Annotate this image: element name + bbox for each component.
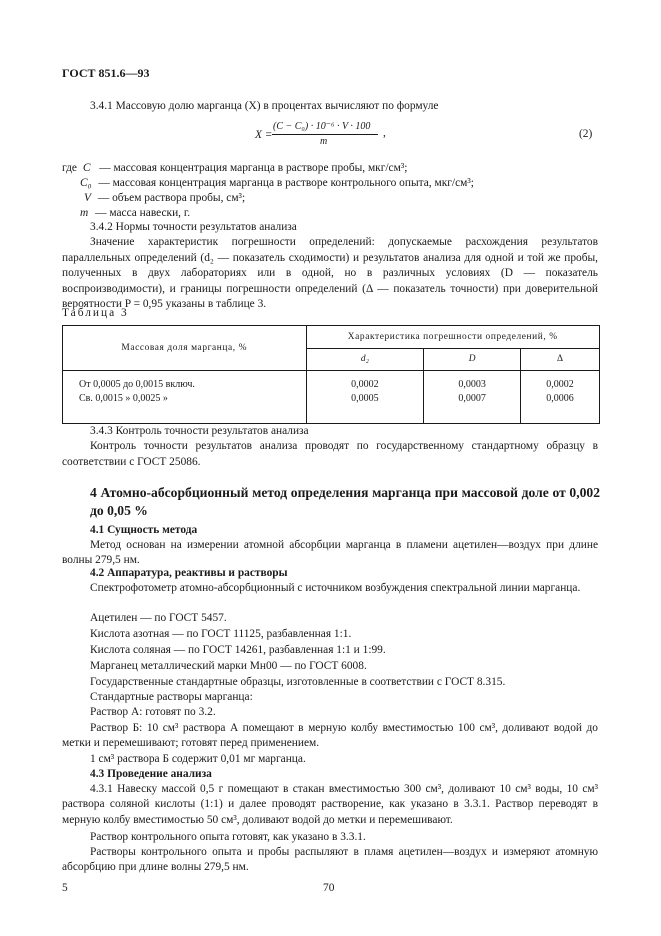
clause-4-3-title: 4.3 Проведение анализа <box>90 768 212 780</box>
clause-3-4-2-body: Значение характеристик погрешности определений: допускаемые расхождения результатов параллельных определений (d₂ — показатель сходимости) и результатов анализа для одной и той же пробы, полученных в двух лабораториях или в одной, но в различных условиях (D — показатель воспроизводимости), и границы погрешности определений (Δ — показатель точности) при доверительной вероятности P = 0,95 указаны в таблице 3. <box>62 236 598 311</box>
clause-4-3-control-text: Раствор контрольного опыта готовят, как указано в 3.3.1. <box>90 831 366 843</box>
table-value: 0,0006 <box>546 393 574 404</box>
table-value: 0,0002 <box>546 379 574 390</box>
clause-4-2-title: 4.2 Аппаратура, реактивы и растворы <box>90 567 288 579</box>
clause-4-3-spray-text: Растворы контрольного опыта и пробы распыляют в пламя ацетилен—воздух и измеряют атомную абсорбцию при длине волны 279,5 нм. <box>62 846 598 874</box>
clause-3-4-2-title: 3.4.2 Нормы точности результатов анализа <box>90 221 297 233</box>
table-cell-ranges <box>63 371 307 424</box>
reagent-item: Ацетилен — по ГОСТ 5457. <box>90 612 227 624</box>
solution-b-text: Раствор Б: 10 см³ раствора А помещают в мерную колбу вместимостью 100 см³, доливают водой до метки и перемешивают; готовят перед применением. <box>62 722 598 750</box>
definition-prefix: где <box>62 162 77 174</box>
formula-number: (2) <box>579 128 593 140</box>
definition-symbol: m <box>80 207 89 219</box>
reagent-item: Стандартные растворы марганца: <box>90 691 253 703</box>
table-value: 0,0002 <box>351 379 379 390</box>
table-subheader-delta: Δ <box>521 349 600 371</box>
definition-text: — массовая концентрация марганца в растворе пробы, мкг/см³; <box>99 162 408 174</box>
reagent-item: Марганец металлический марки Мн00 — по ГОСТ 6008. <box>90 660 367 672</box>
reagent-item: Кислота азотная — по ГОСТ 11125, разбавленная 1:1. <box>90 628 352 640</box>
definition-text: — объем раствора пробы, см³; <box>97 192 246 204</box>
solution-b-note: 1 см³ раствора Б содержит 0,01 мг марганца. <box>90 753 306 765</box>
clause-3-4-1-text: 3.4.1 Массовую долю марганца (X) в процентах вычисляют по формуле <box>90 100 439 112</box>
table-col-header-range: Массовая доля марганца, % <box>63 326 307 371</box>
page-number: 70 <box>323 882 335 894</box>
table-cell-D <box>424 371 521 424</box>
table-group-header: Характеристика погрешности определений, % <box>306 326 600 349</box>
standard-header: ГОСТ 851.6—93 <box>62 66 150 80</box>
table-row-range: От 0,0005 до 0,0015 включ. <box>79 379 195 390</box>
table-subheader-d2: d₂ <box>306 349 424 371</box>
table-value: 0,0007 <box>458 393 486 404</box>
clause-4-1-body: Метод основан на измерении атомной абсорбции марганца в пламени ацетилен—воздух при длине волны 279,5 нм. <box>62 539 598 567</box>
table-value: 0,0005 <box>351 393 379 404</box>
definition-row <box>62 161 407 176</box>
formula-denominator: m <box>320 136 328 147</box>
table-row-range: Св. 0,0015 » 0,0025 » <box>79 393 168 404</box>
reagent-item: Кислота соляная — по ГОСТ 14261, разбавленная 1:1 и 1:99. <box>90 644 386 656</box>
definition-row <box>84 191 245 206</box>
clause-4-1-title: 4.1 Сущность метода <box>90 524 198 536</box>
clause-3-4-3-title: 3.4.3 Контроль точности результатов анализа <box>90 425 309 437</box>
definition-row <box>80 206 190 221</box>
table-subheader-D: D <box>424 349 521 371</box>
table-cell-d2 <box>306 371 424 424</box>
definition-symbol: C <box>82 162 91 174</box>
formula-numerator: (C − C₀) · 10⁻⁶ · V · 100 <box>273 121 371 132</box>
table-value: 0,0003 <box>458 379 486 390</box>
table-body-row <box>63 371 600 424</box>
definition-symbol: V <box>84 192 91 204</box>
clause-3-4-3-body: Контроль точности результатов анализа проводят по государственному стандартному образцу в соответствии с ГОСТ 25086. <box>62 440 598 468</box>
clause-4-2-body: Спектрофотометр атомно-абсорбционный с источником возбуждения спектральной линии марганца. <box>90 582 581 594</box>
reagent-item: Раствор А: готовят по 3.2. <box>90 706 216 718</box>
clause-4-3-1-text: 4.3.1 Навеску массой 0,5 г помещают в стакан вместимостью 300 см³, доливают 10 см³ воды, 10 см³ раствора соляной кислоты (1:1) и далее проводят растворение, как указано в 3.3.1. Раствор переводят в мерную колбу вместимостью 50 см³, доливают водой до метки и перемешивают. <box>62 783 598 826</box>
reagent-item: Государственные стандартные образцы, изготовленные в соответствии с ГОСТ 8.315. <box>90 676 506 688</box>
formula-comma: , <box>383 127 386 139</box>
formula-lhs: X = <box>255 129 273 141</box>
table-cell-delta <box>521 371 600 424</box>
table-caption: Таблица 3 <box>62 307 129 319</box>
definition-text: — масса навески, г. <box>95 207 191 219</box>
table-3 <box>62 325 600 424</box>
definition-row <box>80 176 474 191</box>
section-4-title: 4 Атомно-абсорбционный метод определения марганца при массовой доле от 0,002 до 0,05 % <box>90 485 600 519</box>
footer-number-left: 5 <box>62 882 68 894</box>
definition-text: — массовая концентрация марганца в растворе контрольного опыта, мкг/см³; <box>98 177 474 189</box>
definition-symbol: C₀ <box>80 177 92 189</box>
